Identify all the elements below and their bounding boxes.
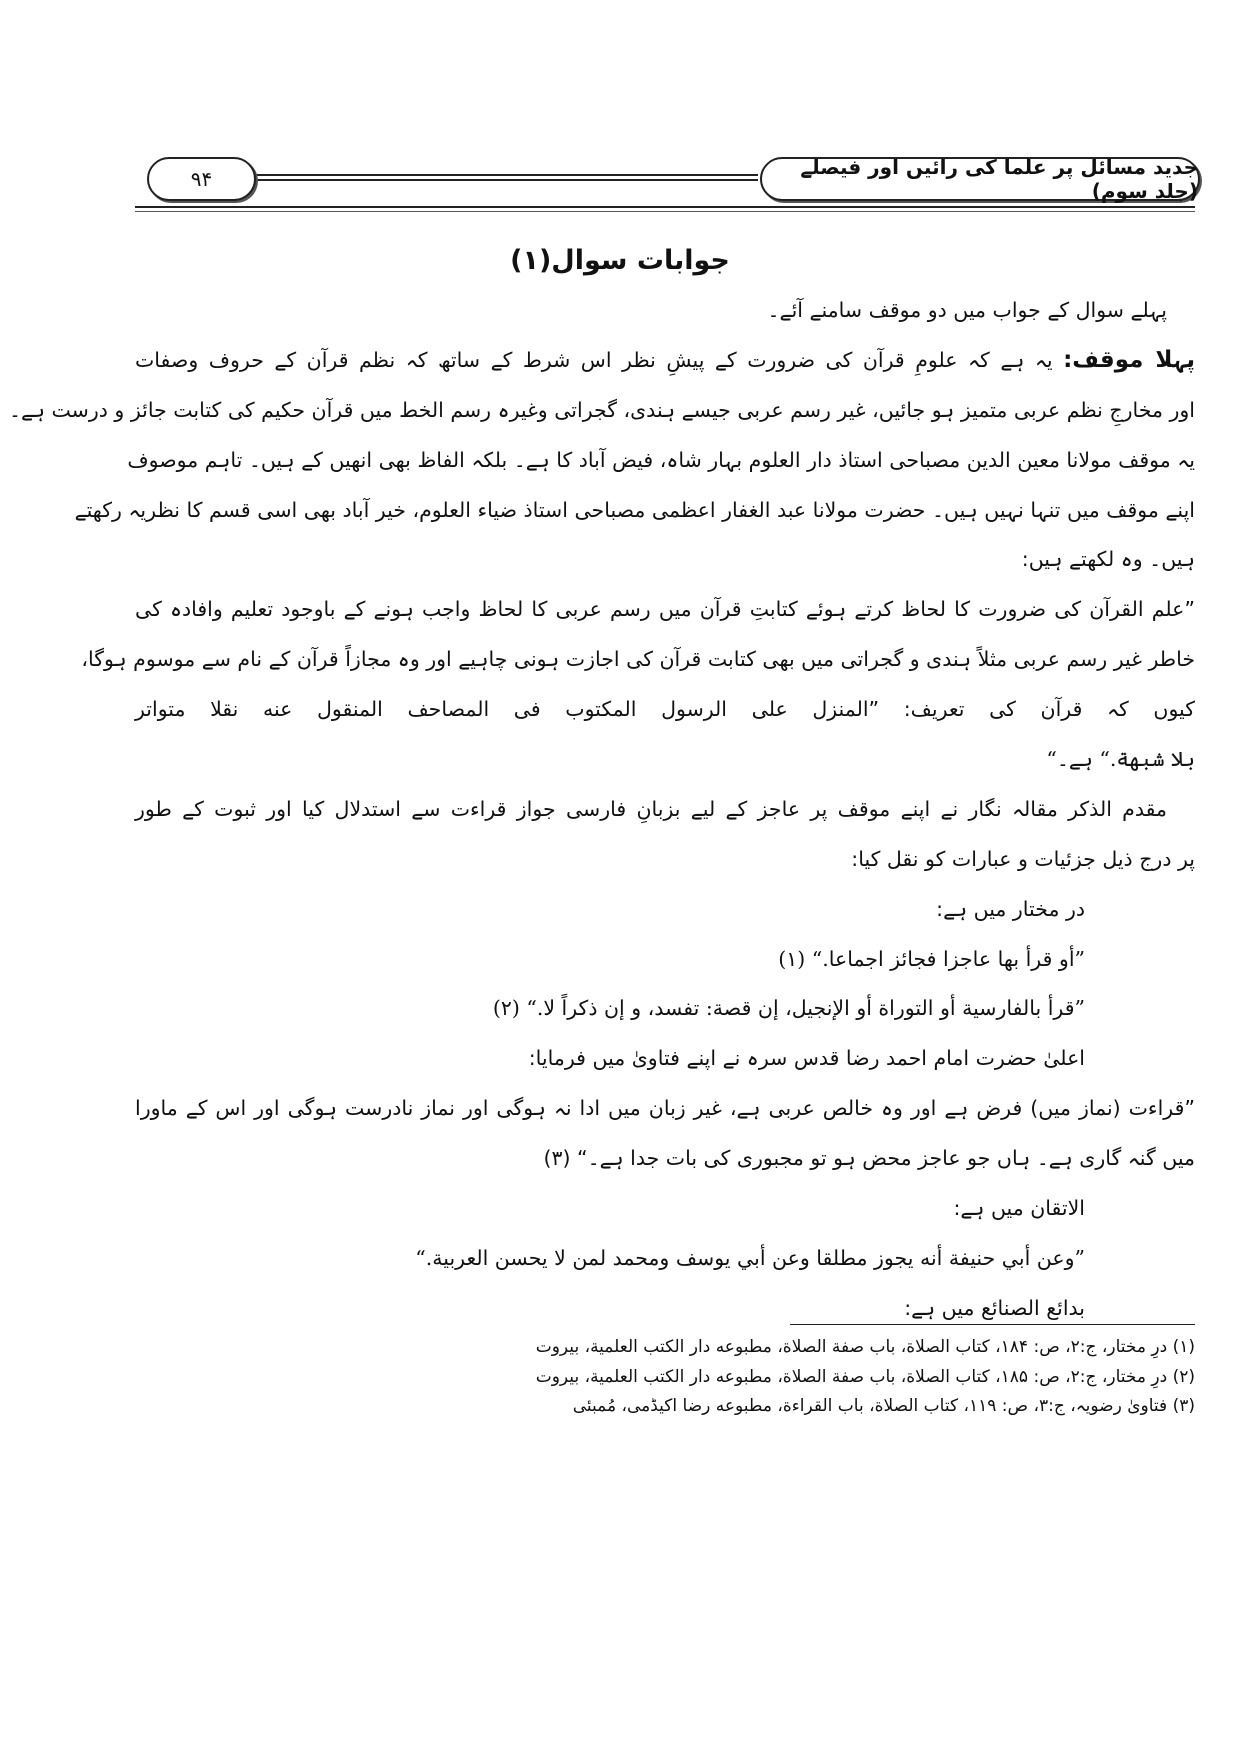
quote-line: کیوں کہ قرآن کی تعریف: ”المنزل على الرسول المكتوب فى المصاحف المنقول عنه نقلا متواتر [135, 697, 1195, 722]
arabic-quote: ”أو قرأ بها عاجزا فجائز اجماعا.“ (۱) [778, 946, 1085, 971]
footnote-3: (۳) فتاویٰ رضویہ، ج:۳، ص: ۱۱۹، کتاب الصلاة، باب القراءة، مطبوعه رضا اکیڈمی، مُمبئی [572, 1396, 1195, 1416]
footnote-2: (۲) درِ مختار، ج:۲، ص: ۱۸۵، کتاب الصلاة، باب صفة الصلاة، مطبوعه دار الکتب العلمیة، بیروت [535, 1366, 1195, 1387]
quote-line: ”قراءت (نماز میں) فرض ہے اور وہ خالص عربی ہے، غیر زبان میں ادا نہ ہوگی اور نماز نادرست ہوگی اور اس کے ماورا [135, 1096, 1195, 1121]
position-heading: پہلا موقف: [1063, 346, 1195, 373]
running-header-title: جدید مسائل پر علما کی رائیں اور فیصلے (جلد سوم) [760, 157, 1200, 201]
citation-intro: بدائع الصنائع میں ہے: [904, 1295, 1085, 1320]
quote-line: خاطر غیر رسم عربی مثلاً ہندی و گجراتی میں بھی کتابت قرآن کی اجازت ہونی چاہیے اور وہ مجازاً قرآن کے نام سے موسوم ہوگا، [81, 647, 1195, 672]
arabic-quote: ”قرأ بالفارسية أو التوراة أو الإنجيل، إن قصة: تفسد، و إن ذكراً لا.“ (۲) [492, 996, 1085, 1021]
footnotes [135, 1333, 1195, 1422]
quote-line: ”علم القرآن کی ضرورت کا لحاظ کرتے ہوئے کتابتِ قرآن میں رسم عربی کا لحاظ واجب ہونے کے باوجود تعلیم وافادہ کی [135, 597, 1195, 622]
paragraph-line: اپنے موقف میں تنہا نہیں ہیں۔ حضرت مولانا عبد الغفار اعظمی مصباحی استاذ ضیاء العلوم، خیر آباد بھی اسی قسم کا نظریہ رکھتے [74, 497, 1195, 522]
paragraph-line: مقدم الذکر مقالہ نگار نے اپنے موقف پر عاجز کے لیے بزبانِ فارسی جواز قراءت سے استدلال کیا اور ثبوت کے طور [135, 796, 1167, 821]
quote-line: بلا شبهة.“ ہے۔“ [1046, 747, 1195, 772]
paragraph-line [135, 336, 1195, 386]
paragraph-line: یہ موقف مولانا معین الدین مصباحی استاذ دار العلوم بہار شاہ، فیض آباد کا ہے۔ بلکہ الفاظ بھی انھیں کے ہیں۔ تاہم موصوف [127, 447, 1195, 472]
paragraph-line: پہلے سوال کے جواب میں دو موقف سامنے آئے۔ [767, 298, 1167, 322]
paragraph-line: ہیں۔ وہ لکھتے ہیں: [1021, 547, 1195, 572]
header-connector-line [254, 174, 758, 181]
footnote-rule [790, 1324, 1195, 1325]
citation-intro: اعلیٰ حضرت امام احمد رضا قدس سرہ نے اپنے فتاویٰ میں فرمایا: [528, 1046, 1085, 1071]
citation-intro: الاتقان میں ہے: [953, 1196, 1085, 1221]
section-title: جوابات سوال(۱) [510, 245, 730, 276]
body-text [9, 286, 1195, 1334]
footnote-1: (۱) درِ مختار، ج:۲، ص: ۱۸۴، کتاب الصلاة، باب صفة الصلاة، مطبوعه دار الکتب العلمیة، بیروت [535, 1337, 1195, 1357]
header-rule [135, 206, 1195, 212]
paragraph-text: یہ ہے کہ علومِ قرآن کی ضرورت کے پیشِ نظر اس شرط کے ساتھ کہ نظم قرآن کے حروف وصفات [135, 347, 1064, 372]
paragraph-line: پر درج ذیل جزئیات و عبارات کو نقل کیا: [851, 846, 1195, 871]
page-number: ۹۴ [147, 157, 256, 201]
arabic-quote: ”وعن أبي حنيفة أنه يجوز مطلقا وعن أبي يوسف ومحمد لمن لا يحسن العربية.“ [415, 1245, 1085, 1270]
citation-intro: در مختار میں ہے: [936, 896, 1085, 921]
paragraph-line: اور مخارجِ نظم عربی متمیز ہو جائیں، غیر رسم عربی جیسے ہندی، گجراتی وغیرہ رسم الخط میں قرآن حکیم کی کتابت جائز و درست ہے۔ [9, 397, 1195, 422]
quote-line: میں گنہ گاری ہے۔ ہاں جو عاجز محض ہو تو مجبوری کی بات جدا ہے۔“ (۳) [543, 1146, 1195, 1171]
